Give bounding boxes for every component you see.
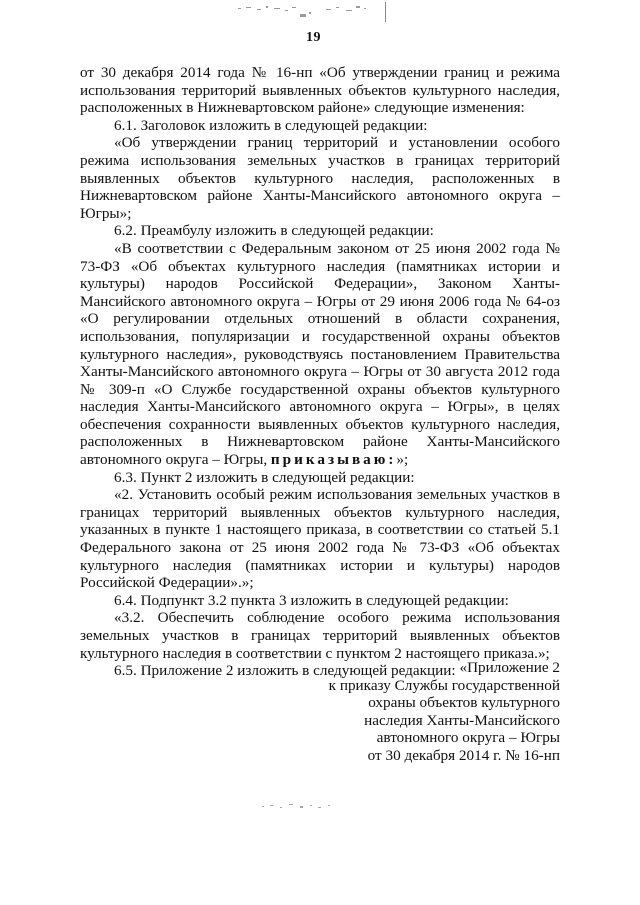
scan-noise-top [230,0,400,22]
paragraph-6-4: 6.4. Подпункт 3.2 пункта 3 изложить в следующей редакции: [114,591,509,609]
appendix-line: наследия Ханты-Мансийского [364,711,560,729]
paragraph-point-2: «2. Установить особый режим использования земельных участков в границах территорий выявленных объектов культурного наследия, указанных в пункте 1 настоящего приказа, в соответствии со статьей 5.1 Федерального закона от 25 июня 2002 года № 73-ФЗ «Об объектах культурного наследия (памятниках истории и культуры) народов Российской Федерации».»; [80,486,560,592]
paragraph-6-1: 6.1. Заголовок изложить в следующей редакции: [114,116,428,134]
paragraph-6-5: 6.5. Приложение 2 изложить в следующей редакции: [114,662,456,680]
appendix-line: автономного округа – Югры [376,729,560,747]
page-number: 19 [306,30,321,45]
appendix-header [260,659,560,765]
scan-noise-bottom [258,800,348,814]
preamble-tail: »; [396,451,409,469]
paragraph-6-2: 6.2. Преамбулу изложить в следующей редакции: [114,222,434,240]
appendix-line: «Приложение 2 [459,659,560,676]
paragraph-intro: от 30 декабря 2014 года № 16-нп «Об утверждении границ и режима использования территорий выявленных объектов культурного наследия, расположенных в Нижневартовском районе» следующие изменения: [80,64,560,117]
paragraph-6-3: 6.3. Пункт 2 изложить в следующей редакции: [114,468,415,486]
paragraph-new-title: «Об утверждении границ территорий и установлении особого режима использования земельных участков в границах территорий выявленных объектов культурного наследия, расположенных в Нижневартовском районе Ханты-Мансийского автономного округа – Югры»; [80,134,560,222]
document-body [80,64,560,680]
appendix-line: к приказу Службы государственной [328,676,560,694]
paragraph-point-3-2: «3.2. Обеспечить соблюдение особого режима использования земельных участков в границах территорий выявленных объектов культурного наследия в соответствии с пунктом 2 настоящего приказа.»; [80,609,560,662]
preamble-emphasis: приказываю: [270,451,397,469]
appendix-line: от 30 декабря 2014 г. № 16-нп [367,746,560,764]
paragraph-preamble [80,240,560,469]
appendix-line: охраны объектов культурного [368,694,560,712]
preamble-text: «В соответствии с Федеральным законом от 25 июня 2002 года № 73-ФЗ «Об объектах культурного наследия (памятниках истории и культуры) народов Российской Федерации», Законом Ханты-Мансийского автономного округа – Югры от 29 июня 2006 года № 64-оз «О регулировании отдельных отношений в области сохранения, использования, популяризации и государственной охраны объектов культурного наследия», руководствуясь постановлением Правительства Ханты-Мансийского автономного округа – Югры от 30 августа 2012 года № 309-п «О Службе государственной охраны объектов культурного наследия Ханты-Мансийского автономного округа – Югры», в целях обеспечения сохранности выявленных объектов культурного наследия, расположенных в Нижневартовском районе Ханты-Мансийского автономного округа – Югры, [80,239,560,469]
